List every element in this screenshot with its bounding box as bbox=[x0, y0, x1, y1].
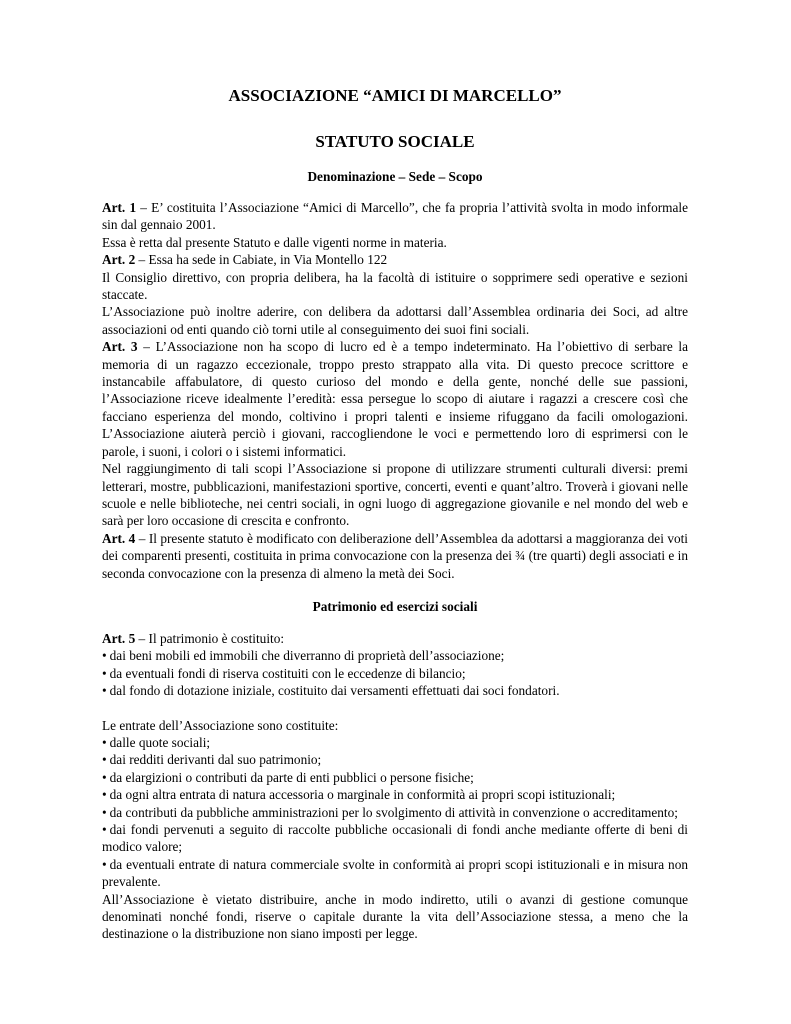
entrate-list bbox=[102, 734, 688, 891]
bullet-icon: • bbox=[102, 734, 107, 750]
bullet-icon: • bbox=[102, 648, 107, 664]
list-item: • dai redditi derivanti dal suo patrimonio; bbox=[102, 752, 322, 768]
article-label: Art. 5 bbox=[102, 630, 136, 646]
list-item: • da ogni altra entrata di natura accessoria o marginale in conformità ai propri scopi istituzionali; bbox=[102, 787, 616, 803]
bullet-icon: • bbox=[102, 752, 107, 768]
paragraph: L’Associazione può inoltre aderire, con delibera da adottarsi dall’Assemblea ordinaria dei Soci, ad altre associazioni od enti quando ciò torni utile al conseguimento dei suoi fini sociali. bbox=[102, 304, 688, 337]
patrimonio-list bbox=[102, 647, 688, 699]
paragraph: Il Consiglio direttivo, con propria delibera, ha la facoltà di istituire o sopprimere sedi operative e sezioni staccate. bbox=[102, 269, 688, 303]
article-text: – E’ costituita l’Associazione “Amici di Marcello”, che fa propria l’attività svolta in modo informale sin dal gennaio 2001. bbox=[102, 200, 689, 233]
paragraph: Essa è retta dal presente Statuto e dalle vigenti norme in materia. bbox=[102, 234, 447, 250]
list-item: • dal fondo di dotazione iniziale, costituito dai versamenti effettuati dai soci fondatori. bbox=[102, 683, 560, 699]
list-item: • da contributi da pubbliche amministrazioni per lo svolgimento di attività in convenzione o accreditamento; bbox=[102, 804, 678, 820]
section-heading-denominazione: Denominazione – Sede – Scopo bbox=[307, 169, 483, 184]
list-item: • dai fondi pervenuti a seguito di raccolte pubbliche occasionali di fondi anche mediante offerte di beni di modico valore; bbox=[102, 822, 688, 855]
list-item: • da eventuali fondi di riserva costituiti con le eccedenze di bilancio; bbox=[102, 665, 466, 681]
bullet-icon: • bbox=[102, 804, 107, 820]
article-2 bbox=[102, 251, 688, 268]
list-item: • dai beni mobili ed immobili che diverranno di proprietà dell’associazione; bbox=[102, 648, 505, 664]
article-text: – Il patrimonio è costituito: bbox=[135, 630, 285, 646]
article-text: – Essa ha sede in Cabiate, in Via Montello 122 bbox=[135, 252, 388, 268]
bullet-icon: • bbox=[102, 683, 107, 699]
entrate-intro: Le entrate dell’Associazione sono costituite: bbox=[102, 717, 339, 733]
list-item: • dalle quote sociali; bbox=[102, 734, 211, 750]
bullet-icon: • bbox=[102, 665, 107, 681]
list-item: • da elargizioni o contributi da parte di enti pubblici o persone fisiche; bbox=[102, 769, 474, 785]
list-item: • da eventuali entrate di natura commerciale svolte in conformità ai propri scopi istituzionali e in misura non prevalente. bbox=[102, 856, 688, 890]
document-title: ASSOCIAZIONE “AMICI DI MARCELLO” bbox=[228, 86, 562, 105]
article-label: Art. 3 bbox=[102, 339, 138, 355]
section-heading-patrimonio: Patrimonio ed esercizi sociali bbox=[312, 598, 478, 614]
article-text: – L’Associazione non ha scopo di lucro ed è a tempo indeterminato. Ha l’obiettivo di serbare la memoria di un ragazzo eccezionale, troppo presto strappato alla vita. Di questo precoce scrittore e instancabile affabulatore, di questo curioso del mondo e della gente, nonché delle sue passioni, l’Associazione riceve idealmente l’eredità: essa persegue lo scopo di aiutare i ragazzi a crescere così che facciano esperienza del mondo, coltivino i propri talenti e insieme rifuggano da facili omologazioni. L’Associazione aiuterà perciò i giovani, raccogliendone le voci e permettendo loro di esprimersi con le parole, i suoni, i colori o i sistemi informatici. bbox=[102, 339, 688, 459]
article-label: Art. 4 bbox=[102, 530, 136, 546]
article-label: Art. 2 bbox=[102, 252, 136, 268]
article-5 bbox=[102, 630, 688, 647]
bullet-icon: • bbox=[102, 822, 107, 837]
article-3 bbox=[102, 338, 688, 460]
article-label: Art. 1 bbox=[102, 200, 137, 215]
final-paragraph: All’Associazione è vietato distribuire, anche in modo indiretto, utili o avanzi di gestione comunque denominati nonché fondi, riserve o capitale durante la vita dell’Associazione stessa, a meno che la destinazione o la distribuzione non siano imposti per legge. bbox=[102, 891, 688, 942]
article-4 bbox=[102, 530, 688, 582]
bullet-icon: • bbox=[102, 856, 107, 872]
section-patrimonio bbox=[102, 630, 688, 943]
article-text: – Il presente statuto è modificato con deliberazione dell’Assemblea da adottarsi a maggioranza dei voti dei comparenti presenti, costituita in prima convocazione con la presenza dei ¾ (tre quarti) degli associati e in seconda convocazione con la presenza di almeno la metà dei Soci. bbox=[102, 530, 688, 581]
document-subtitle: STATUTO SOCIALE bbox=[315, 132, 475, 151]
bullet-icon: • bbox=[102, 787, 107, 803]
article-1 bbox=[102, 199, 688, 234]
bullet-icon: • bbox=[102, 769, 107, 785]
paragraph: Nel raggiungimento di tali scopi l’Associazione si propone di utilizzare strumenti culturali diversi: premi letterari, mostre, pubblicazioni, manifestazioni sportive, concerti, eventi e quant’altro. Troverà i giovani nelle scuole e nelle biblioteche, nei centri sociali, in ogni luogo di aggregazione giovanile e nel mondo del web e sarà per loro occasione di crescita e confronto. bbox=[102, 461, 688, 529]
section-denominazione bbox=[102, 199, 688, 582]
document-page bbox=[102, 84, 688, 943]
